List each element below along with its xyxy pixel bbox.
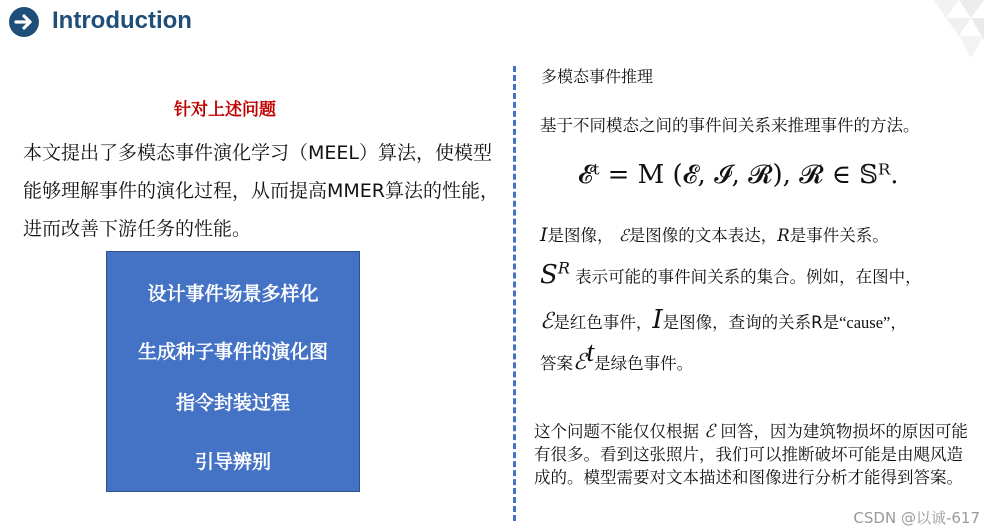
step-item: 引导辨别 xyxy=(194,451,271,473)
text-span: 是图像， xyxy=(547,226,614,245)
method-steps-box xyxy=(106,251,360,492)
text-span: 表示可能的事件间关系的集合。例如，在图中， xyxy=(569,267,922,287)
text-span: 是图像，查询的关系R是 xyxy=(662,313,840,332)
math-symbol: $S^R$ xyxy=(540,258,570,290)
text-span: ， xyxy=(890,313,907,332)
definition-line xyxy=(540,258,922,290)
math-symbol: I xyxy=(652,305,663,335)
triangle-pattern-decoration xyxy=(914,0,984,60)
text-span: 是红色事件， xyxy=(553,313,653,332)
text-span: 是图像的文本表达， xyxy=(628,226,778,245)
section-heading: 针对上述问题 xyxy=(174,100,276,120)
math-symbol: I xyxy=(540,224,548,246)
arrow-right-circle-icon xyxy=(8,6,40,38)
right-title: 多模态事件推理 xyxy=(541,67,654,86)
definition-line xyxy=(540,222,889,246)
step-item: 生成种子事件的演化图 xyxy=(137,341,328,363)
math-symbol: ℰ xyxy=(540,309,554,334)
formula: 𝓔ᵗ = M (𝓔, 𝓘, 𝓡), 𝓡 ∈ 𝕊ᴿ. xyxy=(578,160,899,190)
definition-line xyxy=(540,337,694,377)
text-span: 答案 xyxy=(540,354,573,373)
text-span: 是绿色事件。 xyxy=(594,354,694,373)
intro-paragraph: 本文提出了多模态事件演化学习（MEEL）算法，使模型能够理解事件的演化过程，从而提高MMER算法的性能，进而改善下游任务的性能。 xyxy=(23,142,499,240)
watermark: CSDN @以诚-617 xyxy=(853,509,980,527)
step-item: 指令封装过程 xyxy=(175,392,290,414)
step-item: 设计事件场景多样化 xyxy=(147,283,319,305)
explanation-paragraph: 这个问题不能仅仅根据 ℰ 回答，因为建筑物损坏的原因可能有很多。看到这张照片，我们可以推断破坏可能是由飓风造成的。模型需要对文本描述和图像进行分析才能得到答案。 xyxy=(534,421,968,487)
math-symbol: ℰ xyxy=(573,350,587,375)
right-description: 基于不同模态之间的事件间关系来推理事件的方法。 xyxy=(540,116,920,135)
text-span: “cause” xyxy=(839,313,891,332)
definition-line xyxy=(540,305,907,335)
math-symbol: t xyxy=(586,337,595,368)
page-title: Introduction xyxy=(52,7,192,34)
column-divider xyxy=(513,66,516,521)
math-symbol: ℰ xyxy=(618,226,629,245)
math-symbol: R xyxy=(777,226,790,245)
text-span: 是事件关系。 xyxy=(789,226,889,245)
